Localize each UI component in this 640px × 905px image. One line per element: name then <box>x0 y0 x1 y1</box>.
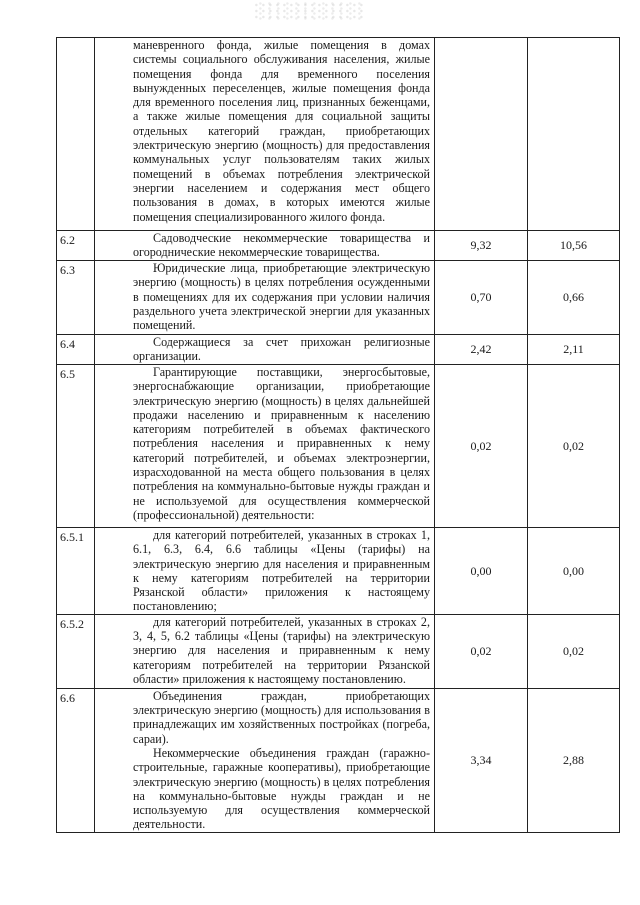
value-cell-2: 0,00 <box>528 528 620 615</box>
table-row <box>57 335 620 365</box>
value-cell-1: 0,70 <box>435 261 528 335</box>
row-number: 6.4 <box>57 335 95 365</box>
value-cell-2: 0,02 <box>528 614 620 688</box>
description-paragraph: Гарантирующие поставщики, энергосбытовые, энергоснабжающие организации, приобретающие электрическую энергию (мощность) в целях дальнейшей продажи населению и приравненным к населению категориям потребителей в объемах фактического потребления населения и приравненных к нему категорий потребителей, и объемах электроэнергии, израсходованной на места общего пользования в целях потребления на коммунально-бытовые нужды граждан и не используемой для осуществления коммерческой (профессиональной) деятельности: <box>133 365 430 522</box>
row-description <box>95 261 435 335</box>
row-description <box>95 528 435 615</box>
row-number: 6.5.1 <box>57 528 95 615</box>
value-cell-2: 0,66 <box>528 261 620 335</box>
row-number <box>57 38 95 231</box>
description-paragraph: Содержащиеся за счет прихожан религиозные организации. <box>133 335 430 364</box>
row-description <box>95 335 435 365</box>
row-number: 6.3 <box>57 261 95 335</box>
row-description <box>95 365 435 528</box>
value-cell-1: 9,32 <box>435 231 528 261</box>
value-cell-2: 2,88 <box>528 688 620 832</box>
row-description <box>95 614 435 688</box>
value-cell-1: 0,02 <box>435 614 528 688</box>
scan-artifact <box>255 2 365 20</box>
value-cell-1 <box>435 38 528 231</box>
table-row <box>57 261 620 335</box>
description-paragraph: Некоммерческие объединения граждан (гаражно-строительные, гаражные кооперативы), приобретающие электрическую энергию (мощность) в целях потребления на коммунально-бытовые нужды граждан и не используемую для осуществления коммерческой деятельности. <box>133 745 430 832</box>
row-description <box>95 231 435 261</box>
value-cell-1: 3,34 <box>435 688 528 832</box>
table-row <box>57 528 620 615</box>
value-cell-2 <box>528 38 620 231</box>
row-number: 6.6 <box>57 688 95 832</box>
value-cell-1: 0,02 <box>435 365 528 528</box>
value-cell-2: 2,11 <box>528 335 620 365</box>
row-description <box>95 688 435 832</box>
description-paragraph: Объединения граждан, приобретающих электрическую энергию (мощность) для использования в принадлежащих им хозяйственных постройках (погреба, сараи). <box>133 688 430 746</box>
value-cell-1: 2,42 <box>435 335 528 365</box>
description-paragraph: для категорий потребителей, указанных в строках 1, 6.1, 6.3, 6.4, 6.6 таблицы «Цены (тарифы) на электрическую энергию для населения и приравненным к нему категориям потребителей на территории Рязанской области» приложения к настоящему постановлению; <box>133 528 430 614</box>
description-paragraph: маневренного фонда, жилые помещения в домах системы социального обслуживания населения, жилые помещения фонда для временного поселения вынужденных переселенцев, жилые помещения фонда для временного поселения лиц, признанных беженцами, а также жилые помещения для социальной защиты отдельных категорий граждан, приобретающих электрическую энергию (мощность) для предоставления коммунальных услуг пользователям таких жилых помещений в объемах потребления электрической энергии населением и содержания мест общего пользования в домах, в которых имеются жилые помещения специализированного жилого фонда. <box>133 38 430 224</box>
table-row <box>57 365 620 528</box>
table-row <box>57 38 620 231</box>
tariff-table <box>56 37 620 833</box>
value-cell-1: 0,00 <box>435 528 528 615</box>
table-row <box>57 688 620 832</box>
description-paragraph: Садоводческие некоммерческие товарищества и огороднические некоммерческие товарищества. <box>133 231 430 260</box>
table-row <box>57 231 620 261</box>
row-number: 6.5 <box>57 365 95 528</box>
description-paragraph: Юридические лица, приобретающие электрическую энергию (мощность) в целях потребления осужденными в помещениях для их содержания при условии наличия раздельного учета электрической энергии для указанных помещений. <box>133 261 430 333</box>
description-paragraph: для категорий потребителей, указанных в строках 2, 3, 4, 5, 6.2 таблицы «Цены (тарифы) на электрическую энергию для населения и приравненным к нему категориям потребителей на территории Рязанской области» приложения к настоящему постановлению. <box>133 614 430 686</box>
value-cell-2: 0,02 <box>528 365 620 528</box>
table-row <box>57 614 620 688</box>
row-description <box>95 38 435 231</box>
value-cell-2: 10,56 <box>528 231 620 261</box>
row-number: 6.2 <box>57 231 95 261</box>
row-number: 6.5.2 <box>57 614 95 688</box>
